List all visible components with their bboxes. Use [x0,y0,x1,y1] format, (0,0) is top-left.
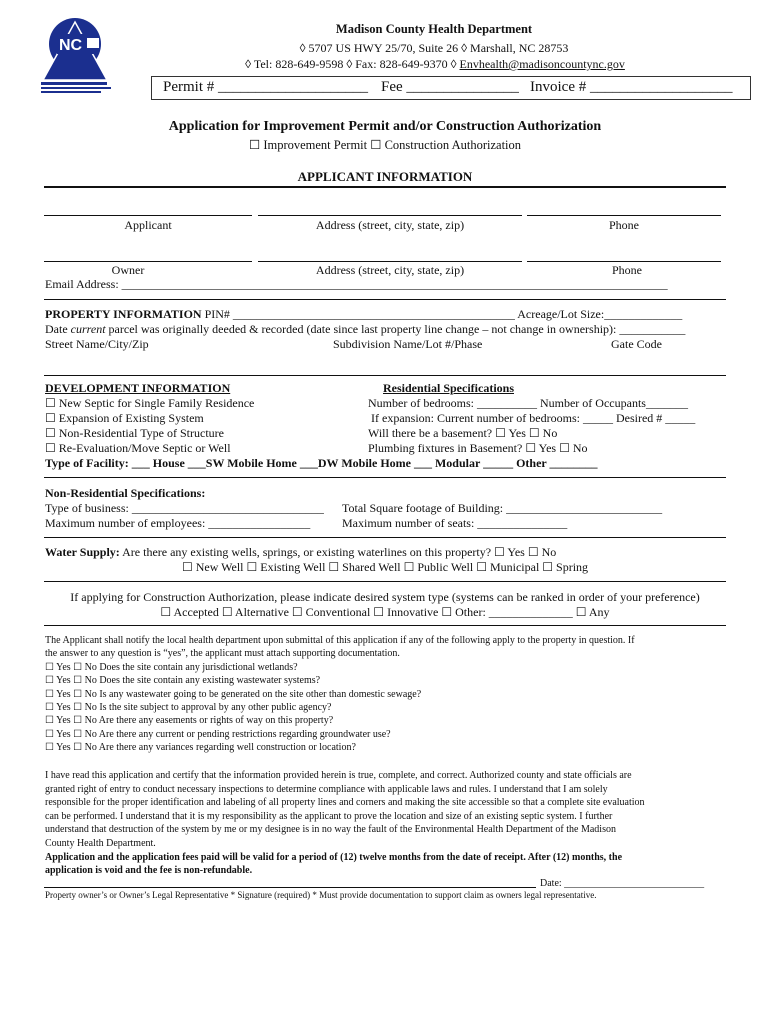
expansion-bedrooms-field[interactable]: If expansion: Current number of bedrooms: _____ Desired # _____ [371,411,696,425]
divider [44,186,726,188]
square-footage-field[interactable]: Total Square footage of Building: __________________________ [342,501,663,515]
applicant-address-input-line[interactable] [258,215,522,216]
applicant-phone-label: Phone [609,218,639,232]
dev-option-reevaluation[interactable]: ☐ Re-Evaluation/Move Septic or Well [45,441,231,455]
question-non-domestic-sewage[interactable]: ☐ Yes ☐ No Is any wastewater going to be generated on the site other than domestic sewage? [45,689,422,700]
water-supply-yes-no[interactable]: Are there any existing wells, springs, or existing waterlines on this property? ☐ Yes ☐ No [119,545,557,559]
owner-phone-input-line[interactable] [527,261,721,262]
question-existing-wastewater[interactable]: ☐ Yes ☐ No Does the site contain any existing wastewater systems? [45,675,321,686]
water-supply-label: Water Supply: [45,545,120,559]
deed-date-row[interactable] [45,322,685,337]
permit-type-checkboxes[interactable]: ☐ Improvement Permit ☐ Construction Authorization [248,138,522,152]
dept-name: Madison County Health Department [335,22,533,36]
question-public-agency[interactable]: ☐ Yes ☐ No Is the site subject to approval by any other public agency? [45,702,332,713]
certify-line-4: can be performed. I understand that it is my responsibility as the applicant to prove the location and size of an existing septic system. I further [45,811,613,822]
property-pin-row[interactable] [45,307,682,322]
applicant-label: Applicant [124,218,172,232]
deed-date-prefix: Date [45,322,71,336]
gate-code-label: Gate Code [611,337,662,351]
basement-question[interactable]: Will there be a basement? ☐ Yes ☐ No [368,426,558,440]
deed-date-field[interactable]: parcel was originally deeded & recorded (date since last property line change – not change in ownership): ___________ [105,322,686,336]
property-info-heading: PROPERTY INFORMATION [45,307,202,321]
question-wetlands[interactable]: ☐ Yes ☐ No Does the site contain any jurisdictional wetlands? [45,662,298,673]
system-type-instructions: If applying for Construction Authorization, please indicate desired system type (systems can be ranked in order of your preference) [70,590,700,604]
residential-specs-heading: Residential Specifications [383,381,514,395]
divider [44,299,726,300]
permit-number-field[interactable]: Permit # ____________________ [163,79,368,95]
applicant-input-line[interactable] [44,215,252,216]
water-supply-question[interactable] [45,545,556,560]
notify-intro-line-1: The Applicant shall notify the local health department upon submittal of this application if any of the following apply to the property in question. If [45,635,635,646]
logo-nc-text: NC [59,37,83,54]
dept-address: ◊ 5707 US HWY 25/70, Suite 26 ◊ Marshall, NC 28753 [299,41,569,55]
certify-line-3: responsible for the proper identification and labeling of all property lines and corners and making the site accessible so that a complete site evaluation [45,797,645,808]
owner-phone-label: Phone [612,263,642,277]
owner-label: Owner [111,263,145,277]
deed-date-current: current [70,322,106,336]
applicant-address-label: Address (street, city, state, zip) [315,218,465,232]
divider [44,375,726,376]
pin-acreage-fields[interactable]: PIN# _______________________________________________ Acreage/Lot Size:_____________ [201,307,683,321]
bedrooms-occupants-field[interactable]: Number of bedrooms: __________ Number of Occupants_______ [368,396,688,410]
form-title: Application for Improvement Permit and/or Construction Authorization [168,119,602,134]
business-type-field[interactable]: Type of business: ________________________________ [45,501,324,515]
owner-address-input-line[interactable] [258,261,522,262]
system-type-options[interactable]: ☐ Accepted ☐ Alternative ☐ Conventional ☐ Innovative ☐ Other: ______________ ☐ Any [160,605,610,619]
divider [44,625,726,626]
owner-address-label: Address (street, city, state, zip) [315,263,465,277]
seats-field[interactable]: Maximum number of seats: _______________ [342,516,568,530]
applicant-phone-input-line[interactable] [527,215,721,216]
certify-line-2: granted right of entry to conduct necessary inspections to determine compliance with applicable laws and rules. I understand that I am solely [45,784,608,795]
employees-field[interactable]: Maximum number of employees: _________________ [45,516,311,530]
applicant-section-heading: APPLICANT INFORMATION [297,169,473,184]
certify-line-1: I have read this application and certify that the information provided herein is true, complete, and correct. Authorized county and state officials are [45,770,632,781]
notify-intro-line-2: the answer to any question is “yes”, the applicant must attach supporting documentation. [45,648,400,659]
owner-input-line[interactable] [44,261,252,262]
email-address-field[interactable]: Email Address: ___________________________________________________________________________________________ [45,277,668,291]
dept-contact [210,57,660,72]
nonres-heading: Non-Residential Specifications: [45,486,206,500]
question-groundwater[interactable]: ☐ Yes ☐ No Are there any current or pending restrictions regarding groundwater use? [45,729,391,740]
certify-line-6: County Health Department. [45,838,156,849]
divider [44,477,726,478]
divider [44,581,726,582]
dev-option-expansion[interactable]: ☐ Expansion of Existing System [45,411,204,425]
facility-type-row[interactable]: Type of Facility: ___ House ___SW Mobile Home ___DW Mobile Home ___ Modular _____ Other ________ [45,456,598,470]
development-heading: DEVELOPMENT INFORMATION [45,381,231,395]
dept-phone-fax: ◊ Tel: 828-649-9598 ◊ Fax: 828-649-9370 ◊ [245,57,460,71]
dev-option-non-residential[interactable]: ☐ Non-Residential Type of Structure [45,426,224,440]
fee-field[interactable]: Fee _______________ [381,79,519,95]
validity-notice-line-1: Application and the application fees paid will be valid for a period of (12) twelve months from the date of receipt. After (12) months, the [45,852,623,863]
dept-email-link[interactable]: Envhealth@madisoncountync.gov [459,57,625,71]
date-field[interactable]: Date: ____________________________ [540,878,705,889]
question-easements[interactable]: ☐ Yes ☐ No Are there any easements or rights of way on this property? [45,715,334,726]
signature-note: Property owner’s or Owner’s Legal Representative * Signature (required) * Must provide documentation to support claim as owners legal representative. [45,890,597,900]
basement-plumbing-question[interactable]: Plumbing fixtures in Basement? ☐ Yes ☐ No [368,441,588,455]
divider [44,537,726,538]
question-variances[interactable]: ☐ Yes ☐ No Are there any variances regarding well construction or location? [45,742,356,753]
street-label: Street Name/City/Zip [45,337,149,351]
certify-line-5: understand that destruction of the system by me or my designee is in no way the fault of the Environmental Health Department of the Madison [45,824,616,835]
validity-notice-line-2: application is void and the fee is non-refundable. [45,865,253,876]
nc-health-logo [37,12,117,94]
signature-input-line[interactable] [44,887,536,888]
water-source-options[interactable]: ☐ New Well ☐ Existing Well ☐ Shared Well ☐ Public Well ☐ Municipal ☐ Spring [181,560,589,574]
subdivision-label: Subdivision Name/Lot #/Phase [333,337,483,351]
invoice-number-field[interactable]: Invoice # ___________________ [530,79,733,95]
dev-option-new-septic[interactable]: ☐ New Septic for Single Family Residence [45,396,255,410]
